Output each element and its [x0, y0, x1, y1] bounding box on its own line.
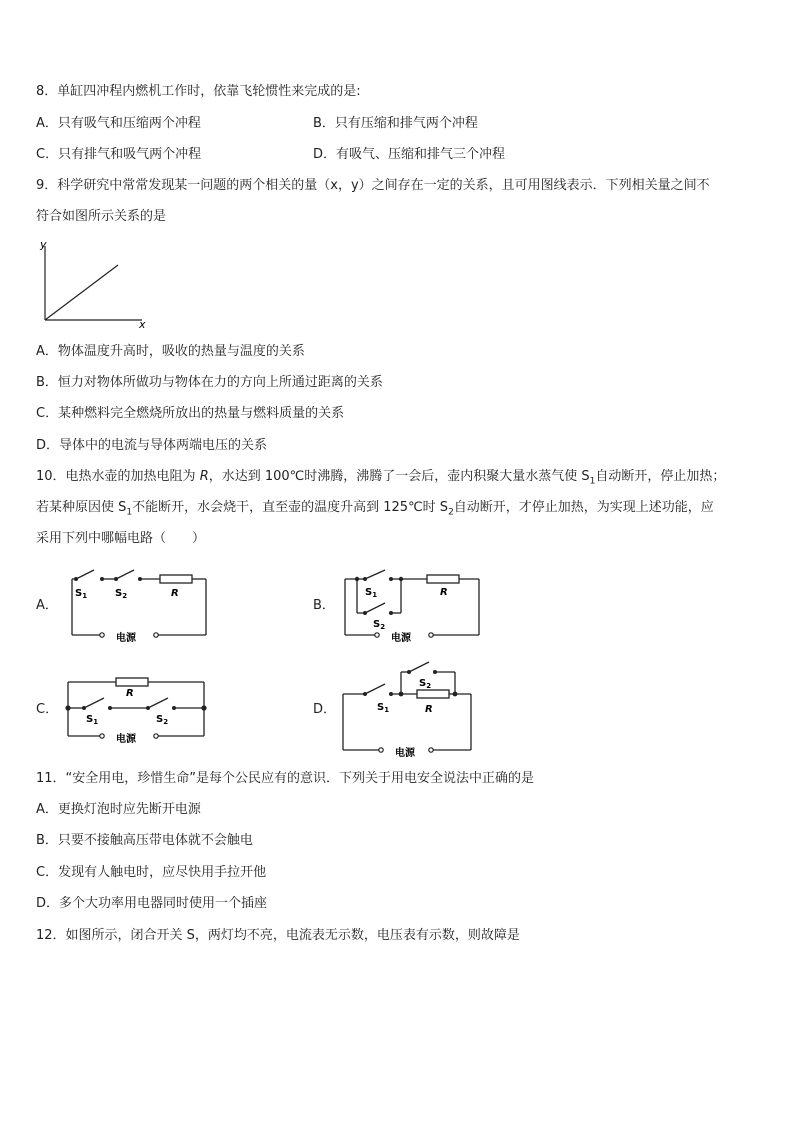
circuit-d [335, 658, 495, 758]
q9-line-graph [36, 238, 156, 334]
proportional-line [45, 265, 118, 320]
label-power-source: 电源 [116, 734, 136, 745]
q9-option-d: D．导体中的电流与导体两端电压的关系 [36, 438, 268, 453]
switch-s2-blade [148, 698, 168, 708]
q8-stem: 8．单缸四冲程内燃机工作时，依靠飞轮惯性来完成的是: [36, 84, 361, 99]
q10-text: 自动断开，停止加热； [595, 469, 726, 484]
label-r: R [171, 588, 179, 599]
label-s1: $S_1$ [75, 588, 88, 600]
q10-stem-line1 [36, 468, 725, 491]
q10-stem-line2 [36, 499, 714, 522]
q9-stem-line1: 9．科学研究中常常发现某一问题的两个相关的量（x，y）之间存在一定的关系，且可用图线表示．下列相关量之间不 [36, 178, 710, 193]
q10-text: 自动断开，才停止加热，为实现上述功能，应 [453, 500, 714, 515]
q10-text: 10．电热水壶的加热电阻为 [36, 469, 200, 484]
q10-option-c-label: C． [36, 702, 59, 717]
resistor-r [417, 690, 449, 698]
switch-s2-blade [365, 603, 385, 613]
q11-option-a: A．更换灯泡时应先断开电源 [36, 802, 201, 817]
subscript: 2 [448, 507, 454, 518]
label-s1: $S_1$ [365, 587, 378, 599]
switch-s1-blade [76, 570, 94, 579]
q9-option-c: C．某种燃料完全燃烧所放出的热量与燃料质量的关系 [36, 406, 345, 421]
switch-s2-blade [116, 570, 134, 579]
switch-s1-blade [84, 698, 104, 708]
label-power-source: 电源 [116, 633, 136, 644]
q8-option-a: A．只有吸气和压缩两个冲程 [36, 116, 201, 131]
q9-option-b: B．恒力对物体所做功与物体在力的方向上所通过距离的关系 [36, 375, 383, 390]
switch-s2-blade [409, 662, 429, 672]
label-r: R [126, 688, 134, 699]
q9-stem-line2: 符合如图所示关系的是 [36, 209, 167, 224]
label-power-source: 电源 [391, 633, 411, 644]
resistor-r [427, 575, 459, 583]
circuit-c [60, 672, 220, 752]
label-r: R [425, 704, 433, 715]
q10-text: 若某种原因使 S [36, 500, 127, 515]
label-s1: $S_1$ [377, 702, 390, 714]
subscript: 1 [126, 507, 133, 518]
subscript: 1 [589, 476, 596, 487]
label-s2: $S_2$ [373, 619, 386, 631]
label-power-source: 电源 [395, 748, 415, 758]
q11-option-c: C．发现有人触电时，应尽快用手拉开他 [36, 865, 267, 880]
q12-stem: 12．如图所示，闭合开关 S，两灯均不亮，电流表无示数，电压表有示数，则故障是 [36, 928, 520, 943]
q11-option-b: B．只要不接触高压带电体就不会触电 [36, 833, 253, 848]
label-s2: $S_2$ [115, 588, 128, 600]
switch-s1-blade [365, 570, 385, 579]
resistor-symbol-text: R [199, 469, 209, 484]
q10-option-d-label: D． [313, 702, 337, 717]
switch-s1-blade [365, 684, 385, 694]
label-s1: $S_1$ [86, 714, 99, 726]
resistor-r [160, 575, 192, 583]
q10-option-a-label: A． [36, 598, 58, 613]
q9-option-a: A．物体温度升高时，吸收的热量与温度的关系 [36, 344, 305, 359]
q10-text: ，水达到 100℃时沸腾，沸腾了一会后，壶内积聚大量水蒸气使 S [208, 469, 590, 484]
y-axis-label: y [40, 238, 47, 251]
q11-option-d: D．多个大功率用电器同时使用一个插座 [36, 896, 268, 911]
q8-option-c: C．只有排气和吸气两个冲程 [36, 147, 202, 162]
circuit-a [60, 565, 220, 650]
label-s2: $S_2$ [419, 678, 432, 690]
q11-stem: 11．“安全用电，珍惜生命”是每个公民应有的意识．下列关于用电安全说法中正确的是 [36, 771, 535, 786]
q10-text: 不能断开，水会烧干，直至壶的温度升高到 125℃时 S [132, 500, 449, 515]
label-s2: $S_2$ [156, 714, 169, 726]
x-axis-label: x [139, 318, 146, 331]
q8-option-d: D．有吸气、压缩和排气三个冲程 [313, 147, 506, 162]
q10-stem-line3: 采用下列中哪幅电路（ ） [36, 531, 206, 546]
label-r: R [440, 587, 448, 598]
circuit-b [335, 565, 495, 650]
q8-option-b: B．只有压缩和排气两个冲程 [313, 116, 478, 131]
q10-option-b-label: B． [313, 598, 335, 613]
resistor-r [116, 678, 148, 686]
